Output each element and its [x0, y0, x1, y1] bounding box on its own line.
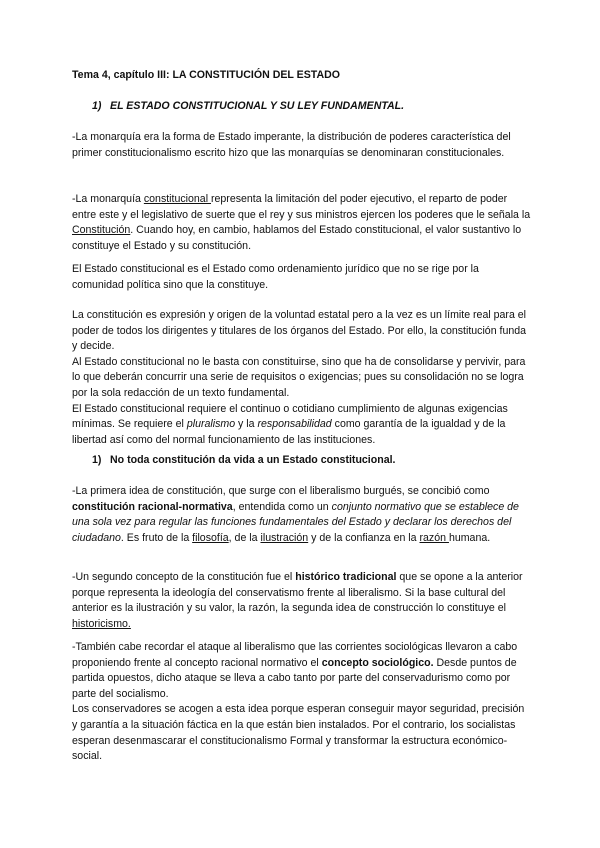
s2-paragraph-3 [72, 640, 532, 765]
s2-p1-racional-normativa: constitución racional-normativa [72, 500, 233, 513]
section-2-heading [92, 453, 552, 469]
page-title: Tema 4, capítulo III: LA CONSTITUCIÓN DEL ESTADO [72, 69, 341, 81]
s2-p1-razon: razón [419, 531, 449, 544]
s2-p3-block-1 [72, 640, 532, 702]
s1-paragraph-3: El Estado constitucional es el Estado como ordenamiento jurídico que no se rige por la comunidad política sino que la constituye. [72, 263, 479, 291]
s2-p1-c: , entendida como un [232, 500, 332, 513]
s1-p4-responsabilidad: responsabilidad [257, 418, 332, 431]
s2-p2-historico-tradicional: histórico tradicional [295, 571, 397, 583]
s2-p3-block-2: Los conservadores se acogen a esta idea porque esperan conseguir mayor seguridad, precisión y garantía a la situación fáctica en la que están bien instalados. Por el contrario, los socialistas esperan desenmascarar el constitucionalismo Formal y transformar la estructura económico-social. [72, 703, 525, 763]
s2-p1-g: , de la [228, 531, 261, 544]
s2-p1-a: -La primera idea de constitución, que surge con el liberalismo burgués, se concibió como [72, 485, 490, 497]
s2-paragraph-2 [72, 570, 532, 632]
s1-paragraph-2 [72, 192, 532, 254]
s2-p1-i: y de la confianza en la [308, 531, 420, 544]
s1-p2-c: representa la limitación del poder ejecutivo, el reparto de poder entre este y el legislativo de suerte que el rey y sus ministros ejercen los poderes que le señala la [72, 193, 531, 221]
s1-paragraph-4 [72, 308, 532, 448]
s1-p4-l3a: El Estado constitucional requiere el continuo o cotidiano cumplimiento de algunas exigencias mínimas. Se requiere el [72, 402, 508, 431]
s2-p1-k: humana. [448, 531, 491, 544]
s1-p4-l3e: como garantía de la igualdad y de la libertad así como del normal funcionamiento de las instituciones. [72, 418, 506, 446]
s1-p4-line-2: Al Estado constitucional no le basta con constituirse, sino que ha de consolidarse y pervivir, para lo que deberán concurrir una serie de requisitos o exigencias; pues su consolidación no se logra por la sola redacción de un texto fundamental. [72, 355, 526, 399]
s1-p2-e: . Cuando hoy, en cambio, hablamos del Estado constitucional, el valor sustantivo lo constituye el Estado y su constitución. [72, 224, 522, 252]
s1-paragraph-1: -La monarquía era la forma de Estado imperante, la distribución de poderes característica del primer constitucionalismo escrito hizo que las monarquías se denominaran constitucionales. [72, 131, 511, 159]
s2-p1-definition: conjunto normativo que se establece de una sola vez para regular las funciones fundamentales del Estado y declarar los derechos del ciudadano [72, 500, 519, 544]
s2-p2-historicismo: historicismo. [72, 617, 131, 630]
s2-p3-a: -También cabe recordar el ataque al liberalismo que las corrientes sociológicas llevaron a cabo proponiendo frente al concepto racional normativo el [72, 641, 518, 669]
section-2-heading-text: No toda constitución da vida a un Estado constitucional. [110, 454, 396, 466]
s1-p2-a: -La monarquía [72, 193, 144, 205]
section-1-heading-text: EL ESTADO CONSTITUCIONAL Y SU LEY FUNDAMENTAL. [110, 100, 405, 112]
s2-p1-e: . Es fruto de la [120, 531, 193, 544]
section-1-number: 1) [92, 100, 102, 112]
section-2-number: 1) [92, 454, 102, 466]
s2-p3-concepto-sociologico: concepto sociológico. [321, 656, 434, 669]
s2-p3-c: Desde puntos de partida opuestos, dicho ataque se lleva a cabo tanto por parte del conservadurismo como por parte del socialismo. [72, 656, 517, 700]
s1-p2-underline-constitucion: Constitución [72, 224, 131, 237]
s1-p4-line-3 [72, 402, 532, 449]
s1-p4-l3c: y la [235, 418, 258, 431]
section-1-heading [92, 99, 552, 115]
s2-p2-a: -Un segundo concepto de la constitución fue el [72, 571, 296, 583]
s2-p1-ilustracion: ilustración [260, 531, 309, 544]
s1-p4-pluralismo: pluralismo [186, 418, 236, 431]
s2-p1-filosofia: filosofía [192, 531, 229, 544]
s1-p2-underline-constitucional: constitucional [143, 193, 211, 205]
s1-p4-line-1: La constitución es expresión y origen de la voluntad estatal pero a la vez es un límite real para el poder de todos los dirigentes y titulares de los órganos del Estado. Por ello, la constitución funda y decide. [72, 309, 527, 353]
s2-paragraph-1 [72, 484, 532, 546]
s2-p2-c: que se opone a la anterior porque representa la ideología del conservatismo frente al liberalismo. Si la base cultural del anterior es la ilustración y su valor, la razón, la segunda idea de construcción lo constituye el [72, 571, 523, 615]
